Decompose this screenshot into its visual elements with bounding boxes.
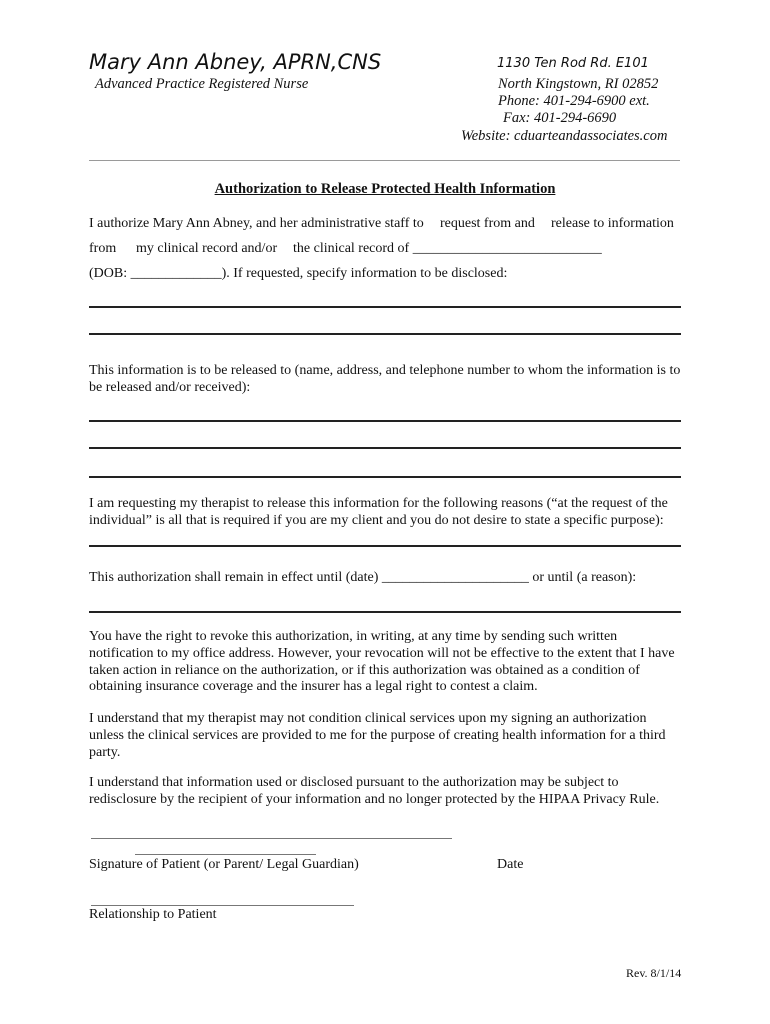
released-to-line-1[interactable] xyxy=(89,420,681,422)
date-line[interactable] xyxy=(135,854,316,855)
address-city: North Kingstown, RI 02852 xyxy=(498,76,659,92)
practitioner-name: Mary Ann Abney, APRN,CNS xyxy=(89,50,382,74)
effect-reason-line[interactable] xyxy=(89,611,681,613)
effect-until-text[interactable]: This authorization shall remain in effect until (date) _____________________ or until (a reason): xyxy=(89,570,637,585)
condition-paragraph: I understand that my therapist may not condition clinical services upon my signing an authorization unless the clinical services are provided to me for the purpose of creating health information for a third party. xyxy=(89,711,666,760)
released-to-text: This information is to be released to (name, address, and telephone number to whom the information is to be released and/or received): xyxy=(89,363,681,395)
fax-number: Fax: 401-294-6690 xyxy=(503,110,617,126)
phone-number: Phone: 401-294-6900 ext. xyxy=(498,93,650,109)
date-label: Date xyxy=(497,857,524,872)
option-request-from[interactable]: request from and xyxy=(440,216,535,231)
option-my-clinical-record[interactable]: my clinical record and/or xyxy=(136,241,278,256)
relationship-line[interactable] xyxy=(91,905,354,906)
address-street: 1130 Ten Rod Rd. E101 xyxy=(497,56,649,71)
revoke-paragraph: You have the right to revoke this authorization, in writing, at any time by sending such written notification to my office address. However, your revocation will not be effective to the extent that I have taken action in reliance on the authorization, or if this authorization was obtained as a condition of obtaining insurance coverage and the insurer has a legal right to contest a claim. xyxy=(89,629,675,695)
reasons-text: I am requesting my therapist to release this information for the following reasons (“at the request of the individual” is all that is required if you are my client and you do not desire to state a specific purpose): xyxy=(89,496,668,528)
option-clinical-record-of[interactable]: the clinical record of ___________________________ xyxy=(293,241,602,256)
redisclosure-paragraph: I understand that information used or disclosed pursuant to the authorization may be subject to redisclosure by the recipient of your information and no longer protected by the HIPAA Privacy Rule. xyxy=(89,775,660,807)
info-disclosed-line-2[interactable] xyxy=(89,333,681,335)
form-title: Authorization to Release Protected Health Information xyxy=(214,181,556,197)
relationship-label: Relationship to Patient xyxy=(89,907,217,922)
option-release-to[interactable]: release to information xyxy=(551,216,674,231)
signature-label: Signature of Patient (or Parent/ Legal Guardian) xyxy=(89,857,359,872)
from-label: from xyxy=(89,241,117,256)
released-to-line-2[interactable] xyxy=(89,447,681,449)
signature-line[interactable] xyxy=(91,838,452,839)
authorize-text: I authorize Mary Ann Abney, and her administrative staff to xyxy=(89,216,424,231)
header-divider xyxy=(89,160,680,161)
practitioner-title: Advanced Practice Registered Nurse xyxy=(95,76,309,92)
dob-line[interactable]: (DOB: _____________). If requested, specify information to be disclosed: xyxy=(89,266,508,281)
released-to-line-3[interactable] xyxy=(89,476,681,478)
revision-date: Rev. 8/1/14 xyxy=(626,966,682,980)
info-disclosed-line-1[interactable] xyxy=(89,306,681,308)
website: Website: cduarteandassociates.com xyxy=(461,128,668,144)
reasons-line[interactable] xyxy=(89,545,681,547)
